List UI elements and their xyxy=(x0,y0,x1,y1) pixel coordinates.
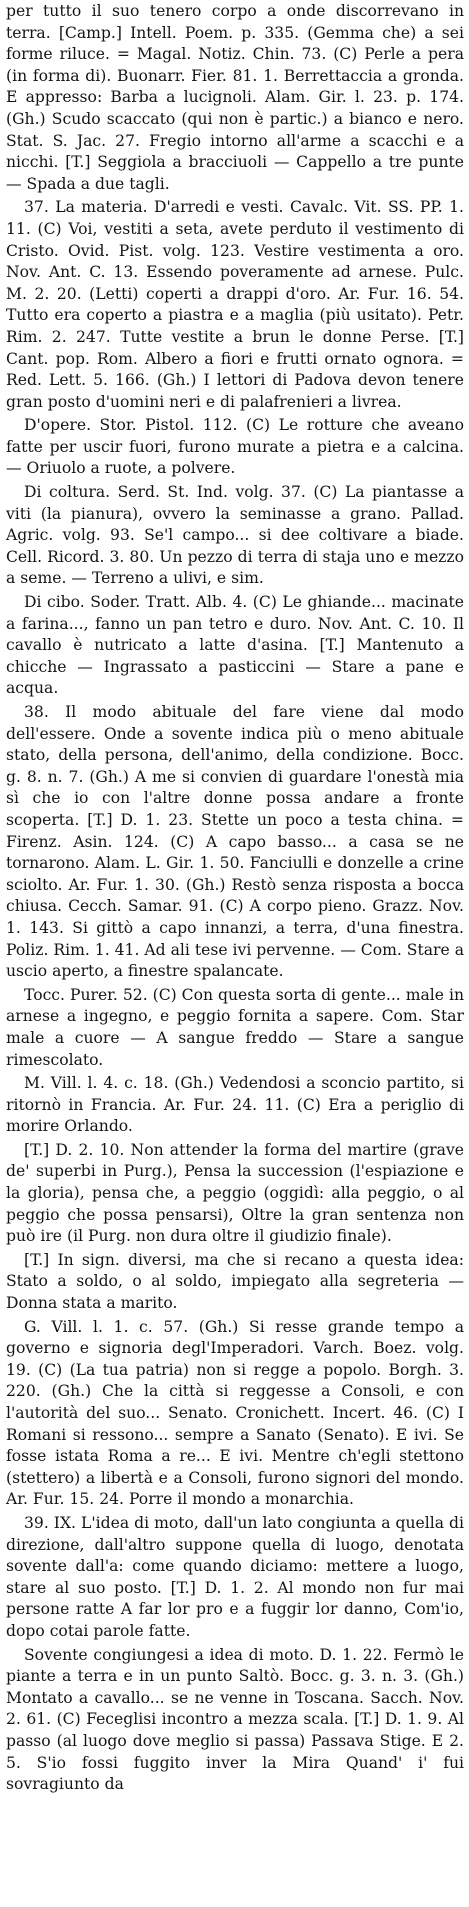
entry-paragraph-37-materia: 37. La materia. D'arredi e vesti. Cavalc. Vit. SS. PP. 1. 11. (C) Voi, vestiti a seta, avete perduto il vestimento di Cristo. Ovid. Pist. volg. 123. Vestire vestimenta a oro. Nov. Ant. C. 13. Essendo poveramente ad arnese. Pulc. M. 2. 20. (Letti) coperti a drappi d'oro. Ar. Fur. 16. 54. Tutto era coperto a piastra e a maglia (più usitato). Petr. Rim. 2. 247. Tutte vestite a brun le donne Perse. [T.] Cant. pop. Rom. Albero a fiori e frutti ornato ognora. = Red. Lett. 5. 166. (Gh.) I lettori di Padova devon tenere gran posto d'uomini neri e di palafrenieri a livrea. xyxy=(6,198,464,411)
entry-paragraph-m-vill: M. Vill. l. 4. c. 18. (Gh.) Vedendosi a sconcio partito, si ritornò in Francia. Ar. Fur. 24. 11. (C) Era a periglio di morire Orlando. xyxy=(6,1074,464,1136)
entry-paragraph-cibo: Di cibo. Soder. Tratt. Alb. 4. (C) Le ghiande... macinate a farina..., fanno un pan tetro e duro. Nov. Ant. C. 10. Il cavallo è nutricato a latte d'asina. [T.] Mantenuto a chicche — Ingrassato a pasticcini — Stare a pane e acqua. xyxy=(6,593,464,698)
entry-paragraph-intro: per tutto il suo tenero corpo a onde discorrevano in terra. [Camp.] Intell. Poem. p. 335. (Gemma che) a sei forme riluce. = Magal. Notiz. Chin. 73. (C) Perle a pera (in forma di). Buonarr. Fier. 81. 1. Berrettaccia a gronda. E appresso: Barba a lucignoli. Alam. Gir. l. 23. p. 174. (Gh.) Scudo scaccato (qui non è partic.) a bianco e nero. Stat. S. Jac. 27. Fregio intorno all'arme a scacchi e a nicchi. [T.] Seggiola a bracciuoli — Cappello a tre punte — Spada a due tagli. xyxy=(6,2,464,193)
entry-paragraph-38-modo-abituale: 38. Il modo abituale del fare viene dal modo dell'essere. Onde a sovente indica più o meno abituale stato, della persona, dell'animo, della condizione. Bocc. g. 8. n. 7. (Gh.) A me si convien di guardare l'onestà mia sì che io con l'altre donne possa andare a fronte scoperta. [T.] D. 1. 23. Stette un poco a testa china. = Firenz. Asin. 124. (C) A capo basso... a casa se ne tornarono. Alam. L. Gir. 1. 50. Fanciulli e donzelle a crine sciolto. Ar. Fur. 1. 30. (Gh.) Restò senza risposta a bocca chiusa. Cecch. Samar. 91. (C) A corpo pieno. Grazz. Nov. 1. 143. Si gittò a capo innanzi, a terra, d'una finestra. Poliz. Rim. 1. 41. Ad ali tese ivi pervenne. — Com. Stare a uscio aperto, a finestre spalancate. xyxy=(6,703,464,981)
entry-paragraph-g-vill: G. Vill. l. 1. c. 57. (Gh.) Si resse grande tempo a governo e signoria degl'Imperadori. Varch. Boez. volg. 19. (C) (La tua patria) non si regge a popolo. Borgh. 3. 220. (Gh.) Che la città si reggesse a Consoli, e con l'autorità del suo... Senato. Cronichett. Incert. 46. (C) I Romani si ressono... sempre a Sanato (Senato). E ivi. Se fosse istata Roma a re... E ivi. Mentre ch'egli stettono (stettero) a libertà e a Consoli, furono signori del mondo. Ar. Fur. 15. 24. Porre il mondo a monarchia. xyxy=(6,1317,464,1509)
entry-paragraph-opere: D'opere. Stor. Pistol. 112. (C) Le rotture che aveano fatte per uscir fuori, furono murate a pietra e a calcina. — Oriuolo a ruote, a polvere. xyxy=(6,416,464,478)
entry-paragraph-sovente-moto: Sovente congiungesi a idea di moto. D. 1. 22. Fermò le piante a terra e in un punto Saltò. Bocc. g. 3. n. 3. (Gh.) Montato a cavallo... se ne venne in Toscana. Sacch. Nov. 2. 61. (C) Feceglisi incontro a mezza scala. [T.] D. 1. 9. Al passo (al luogo dove meglio si passa) Passava Stige. E 2. 5. S'io fossi fuggito inver la Mira Quand' i' fui sovragiunto da xyxy=(6,1645,464,1794)
entry-paragraph-coltura: Di coltura. Serd. St. Ind. volg. 37. (C) La piantasse a viti (la pianura), ovvero la seminasse a grano. Pallad. Agric. volg. 93. Se'l campo... si dee coltivare a biade. Cell. Ricord. 3. 80. Un pezzo di terra di staja uno e mezzo a seme. — Terreno a ulivi, e sim. xyxy=(6,483,464,588)
entry-paragraph-tocc-purer: Tocc. Purer. 52. (C) Con questa sorta di gente... male in arnese a ingegno, e peggio fornita a sapere. Com. Star male a cuore — A sangue freddo — Stare a sangue rimescolato. xyxy=(6,985,464,1069)
entry-paragraph-sign-diversi: [T.] In sign. diversi, ma che si recano a questa idea: Stato a soldo, o al soldo, impiegato alla segreteria — Donna stata a marito. xyxy=(6,1250,464,1313)
entry-paragraph-dante-purg: [T.] D. 2. 10. Non attender la forma del martire (grave de' superbi in Purg.), Pensa la succession (l'espiazione e la gloria), pensa che, a peggio (oggidì: alla peggio, o al peggio che possa pensarsi), Oltre la gran sentenza non può ire (il Purg. non dura oltre il giudizio finale). xyxy=(6,1140,464,1246)
entry-paragraph-39-moto: 39. IX. L'idea di moto, dall'un lato congiunta a quella di direzione, dall'altro suppone quella di luogo, denotata sovente dall'a: come quando diciamo: mettere a luogo, stare al suo posto. [T.] D. 1. 2. Al mondo non fur mai persone ratte A far lor pro e a fuggir lor danno, Com'io, dopo cotai parole fatte. xyxy=(6,1513,464,1640)
